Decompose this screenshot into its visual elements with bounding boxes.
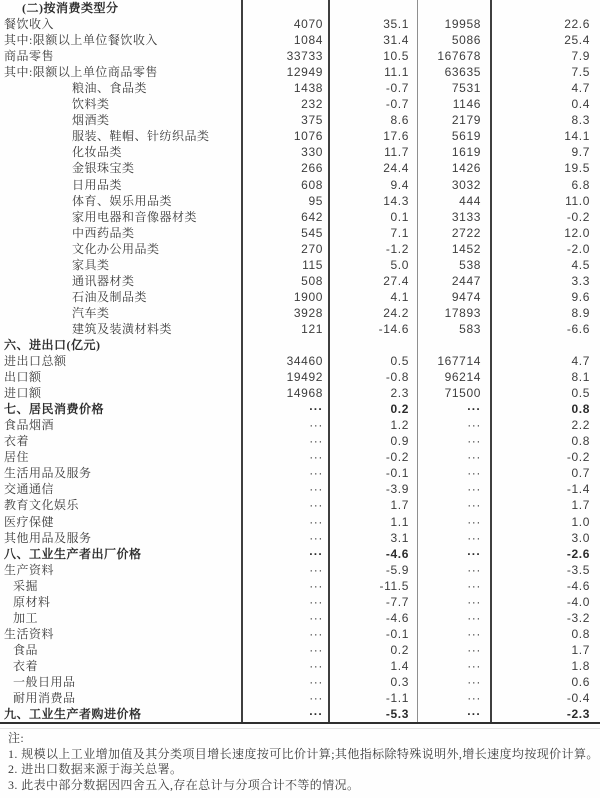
value-cell: 0.8 (571, 402, 590, 417)
row-label: 体育、娱乐用品类 (0, 193, 243, 209)
value-cell: 8.3 (571, 113, 590, 128)
value-cell: ··· (418, 449, 492, 465)
value-cell (243, 0, 330, 16)
row-label: 进口额 (0, 385, 243, 401)
row-label: 九、工业生产者购进价格 (0, 706, 243, 722)
table-row (0, 96, 600, 112)
value-cell: 545 (243, 225, 330, 241)
value-cell: ··· (418, 514, 492, 530)
value-cell: -0.2 (566, 450, 590, 465)
value-cell (330, 337, 418, 353)
table-row (0, 514, 600, 530)
value-cell: -0.1 (330, 465, 418, 481)
value-cell: -5.3 (330, 706, 418, 722)
value-cell: -2.3 (566, 707, 590, 722)
value-cell: ··· (418, 674, 492, 690)
value-cell: 508 (243, 273, 330, 289)
value-cell: -4.0 (566, 594, 590, 609)
value-cell: 0.6 (571, 674, 590, 689)
value-cell: 9474 (418, 289, 492, 305)
value-cell: 0.8 (571, 626, 590, 641)
value-cell: 7531 (418, 80, 492, 96)
row-label: 文化办公用品类 (0, 241, 243, 257)
value-cell: ··· (418, 690, 492, 706)
value-cell: -0.1 (330, 626, 418, 642)
value-cell: ··· (243, 546, 330, 562)
value-cell: ··· (243, 401, 330, 417)
row-label: 八、工业生产者出厂价格 (0, 546, 243, 562)
row-label: 生活资料 (0, 626, 243, 642)
row-label: 医疗保健 (0, 514, 243, 530)
table-row (0, 337, 600, 353)
table-row (0, 225, 600, 241)
value-cell: 232 (243, 96, 330, 112)
table-row (0, 144, 600, 160)
value-cell: 11.7 (330, 144, 418, 160)
value-cell: -1.4 (566, 482, 590, 497)
row-label: 七、居民消费价格 (0, 401, 243, 417)
value-cell: 608 (243, 177, 330, 193)
value-cell: 7.1 (330, 225, 418, 241)
value-cell: -3.9 (330, 481, 418, 497)
table-row (0, 481, 600, 497)
value-cell: 7.9 (571, 49, 590, 64)
row-label: 其中:限额以上单位商品零售 (0, 64, 243, 80)
table-row (0, 594, 600, 610)
value-cell: ··· (243, 690, 330, 706)
value-cell (418, 0, 492, 16)
value-cell: 8.1 (571, 370, 590, 385)
table-row (0, 64, 600, 80)
value-cell: -0.2 (566, 209, 590, 224)
value-cell: -11.5 (330, 578, 418, 594)
table-row (0, 530, 600, 546)
value-cell: 1452 (418, 241, 492, 257)
value-cell (243, 337, 330, 353)
row-label: 粮油、食品类 (0, 80, 243, 96)
value-cell: ··· (418, 530, 492, 546)
value-cell: 3.3 (571, 273, 590, 288)
value-cell: 3928 (243, 305, 330, 321)
value-cell: 14.3 (330, 193, 418, 209)
value-cell: -0.2 (330, 449, 418, 465)
row-label: 原材料 (0, 594, 243, 610)
value-cell: -4.6 (566, 578, 590, 593)
value-cell: 375 (243, 112, 330, 128)
value-cell: 121 (243, 321, 330, 337)
row-label: 六、进出口(亿元) (0, 337, 243, 353)
value-cell: 4.5 (571, 257, 590, 272)
value-cell: 1619 (418, 144, 492, 160)
row-label: 教育文化娱乐 (0, 497, 243, 513)
value-cell: 12.0 (564, 225, 590, 240)
table-row (0, 128, 600, 144)
value-cell: -3.5 (566, 562, 590, 577)
value-cell: 1.7 (330, 497, 418, 513)
table-row (0, 465, 600, 481)
row-label: 汽车类 (0, 305, 243, 321)
value-cell: ··· (243, 610, 330, 626)
value-cell: 0.5 (571, 386, 590, 401)
value-cell: 24.4 (330, 160, 418, 176)
value-cell: 1146 (418, 96, 492, 112)
value-cell: 538 (418, 257, 492, 273)
value-cell: 9.7 (571, 145, 590, 160)
table-row (0, 305, 600, 321)
value-cell: ··· (243, 706, 330, 722)
table-row (0, 369, 600, 385)
value-cell: 4.7 (571, 81, 590, 96)
row-label: 采掘 (0, 578, 243, 594)
value-cell: 9.6 (571, 289, 590, 304)
table-row (0, 177, 600, 193)
value-cell: ··· (418, 497, 492, 513)
value-cell: 24.2 (330, 305, 418, 321)
value-cell: 4.7 (571, 354, 590, 369)
value-cell: 1.7 (571, 642, 590, 657)
row-label: 衣着 (0, 658, 243, 674)
table-row (0, 385, 600, 401)
value-cell: -0.7 (330, 96, 418, 112)
value-cell: 19.5 (564, 161, 590, 176)
value-cell: -0.4 (566, 691, 590, 706)
row-label: 饮料类 (0, 96, 243, 112)
footnote-2: 2. 进出口数据来源于海关总署。 (8, 762, 183, 777)
value-cell: -1.2 (330, 241, 418, 257)
table-row (0, 690, 600, 706)
value-cell: ··· (418, 642, 492, 658)
value-cell: 4.1 (330, 289, 418, 305)
value-cell: 3032 (418, 177, 492, 193)
table-row (0, 449, 600, 465)
value-cell: ··· (243, 514, 330, 530)
value-cell: ··· (418, 658, 492, 674)
table-row (0, 497, 600, 513)
row-label: 进出口总额 (0, 353, 243, 369)
row-label: 商品零售 (0, 48, 243, 64)
value-cell: -7.7 (330, 594, 418, 610)
row-label: 服装、鞋帽、针纺织品类 (0, 128, 243, 144)
row-label: 居住 (0, 449, 243, 465)
value-cell: -2.0 (566, 241, 590, 256)
value-cell: 1.8 (571, 658, 590, 673)
value-cell (492, 337, 600, 353)
value-cell: 95 (243, 193, 330, 209)
value-cell: ··· (243, 626, 330, 642)
table-row (0, 32, 600, 48)
value-cell: 5.0 (330, 257, 418, 273)
value-cell: -3.2 (566, 610, 590, 625)
value-cell: 10.5 (330, 48, 418, 64)
value-cell: 1.1 (330, 514, 418, 530)
value-cell: 5619 (418, 128, 492, 144)
row-label: 家用电器和音像器材类 (0, 209, 243, 225)
value-cell: 167714 (418, 353, 492, 369)
value-cell: ··· (243, 433, 330, 449)
table-row (0, 433, 600, 449)
value-cell: 1438 (243, 80, 330, 96)
row-label: 衣着 (0, 433, 243, 449)
value-cell: ··· (418, 578, 492, 594)
value-cell: ··· (243, 578, 330, 594)
row-label: 日用品类 (0, 177, 243, 193)
row-label: 耐用消费品 (0, 690, 243, 706)
value-cell: ··· (418, 465, 492, 481)
value-cell: 115 (243, 257, 330, 273)
value-cell: 1.2 (330, 417, 418, 433)
value-cell: 12949 (243, 64, 330, 80)
value-cell: ··· (243, 481, 330, 497)
table-row (0, 642, 600, 658)
value-cell: 2722 (418, 225, 492, 241)
value-cell: 1.4 (330, 658, 418, 674)
value-cell: 0.2 (330, 642, 418, 658)
row-label: 食品 (0, 642, 243, 658)
value-cell: 167678 (418, 48, 492, 64)
value-cell: 14968 (243, 385, 330, 401)
row-label: 其中:限额以上单位餐饮收入 (0, 32, 243, 48)
value-cell: 0.5 (330, 353, 418, 369)
value-cell: 0.3 (330, 674, 418, 690)
value-cell (418, 337, 492, 353)
value-cell (492, 0, 600, 16)
value-cell: ··· (243, 417, 330, 433)
value-cell: ··· (243, 497, 330, 513)
value-cell: 6.8 (571, 177, 590, 192)
row-label: 生活用品及服务 (0, 465, 243, 481)
value-cell: ··· (418, 401, 492, 417)
value-cell: ··· (243, 674, 330, 690)
table-row (0, 273, 600, 289)
table-row (0, 16, 600, 32)
table-row (0, 48, 600, 64)
row-label: 一般日用品 (0, 674, 243, 690)
value-cell: 14.1 (564, 129, 590, 144)
value-cell: ··· (243, 562, 330, 578)
value-cell: 0.1 (330, 209, 418, 225)
value-cell: 9.4 (330, 177, 418, 193)
value-cell: -0.8 (330, 369, 418, 385)
value-cell: -4.6 (330, 546, 418, 562)
row-label: 交通通信 (0, 481, 243, 497)
value-cell: 266 (243, 160, 330, 176)
value-cell: 19492 (243, 369, 330, 385)
table-row (0, 610, 600, 626)
value-cell: 2.3 (330, 385, 418, 401)
row-label: 家具类 (0, 257, 243, 273)
table-row (0, 626, 600, 642)
value-cell: 2179 (418, 112, 492, 128)
value-cell: 3.0 (571, 530, 590, 545)
value-cell: 270 (243, 241, 330, 257)
value-cell: 330 (243, 144, 330, 160)
value-cell: 1900 (243, 289, 330, 305)
value-cell: -0.7 (330, 80, 418, 96)
table-row (0, 401, 600, 417)
row-label: 食品烟酒 (0, 417, 243, 433)
value-cell: 1426 (418, 160, 492, 176)
value-cell: ··· (243, 449, 330, 465)
table-row (0, 353, 600, 369)
table-row (0, 417, 600, 433)
value-cell: 1084 (243, 32, 330, 48)
table-row (0, 112, 600, 128)
table-row (0, 80, 600, 96)
value-cell: ··· (418, 433, 492, 449)
row-label: 中西药品类 (0, 225, 243, 241)
value-cell: ··· (243, 465, 330, 481)
value-cell: 4070 (243, 16, 330, 32)
row-label: 生产资料 (0, 562, 243, 578)
footnote-3: 3. 此表中部分数据因四舍五入,存在总计与分项合计不等的情况。 (8, 777, 360, 792)
value-cell: -14.6 (330, 321, 418, 337)
value-cell: 19958 (418, 16, 492, 32)
footnotes-title: 注: (8, 731, 25, 746)
value-cell: 0.2 (330, 401, 418, 417)
value-cell: ··· (418, 706, 492, 722)
value-cell: ··· (418, 481, 492, 497)
value-cell: 7.5 (571, 65, 590, 80)
row-label: 加工 (0, 610, 243, 626)
value-cell: 25.4 (564, 33, 590, 48)
value-cell: ··· (418, 626, 492, 642)
table-row (0, 674, 600, 690)
value-cell: 3.1 (330, 530, 418, 546)
value-cell: 17.6 (330, 128, 418, 144)
value-cell: 583 (418, 321, 492, 337)
table-row (0, 289, 600, 305)
value-cell: 17893 (418, 305, 492, 321)
value-cell: -5.9 (330, 562, 418, 578)
value-cell: -1.1 (330, 690, 418, 706)
value-cell: ··· (243, 658, 330, 674)
value-cell: 2447 (418, 273, 492, 289)
table-row (0, 546, 600, 562)
row-label: 烟酒类 (0, 112, 243, 128)
value-cell: 22.6 (564, 17, 590, 32)
row-label: 化妆品类 (0, 144, 243, 160)
value-cell: 27.4 (330, 273, 418, 289)
value-cell: 444 (418, 193, 492, 209)
value-cell (330, 0, 418, 16)
table-row (0, 160, 600, 176)
row-label: 建筑及装潢材料类 (0, 321, 243, 337)
row-label: 餐饮收入 (0, 16, 243, 32)
value-cell: 1076 (243, 128, 330, 144)
value-cell: ··· (243, 530, 330, 546)
value-cell: 0.8 (571, 434, 590, 449)
value-cell: ··· (418, 562, 492, 578)
value-cell: ··· (243, 594, 330, 610)
table-row (0, 658, 600, 674)
value-cell: 3133 (418, 209, 492, 225)
value-cell: 0.9 (330, 433, 418, 449)
value-cell: ··· (418, 546, 492, 562)
row-label: 其他用品及服务 (0, 530, 243, 546)
value-cell: 8.6 (330, 112, 418, 128)
value-cell: ··· (418, 610, 492, 626)
table-row (0, 257, 600, 273)
row-label: 出口额 (0, 369, 243, 385)
row-label: 通讯器材类 (0, 273, 243, 289)
value-cell: 0.7 (571, 466, 590, 481)
table-row (0, 578, 600, 594)
table-row (0, 209, 600, 225)
value-cell: -2.6 (566, 546, 590, 561)
value-cell: 63635 (418, 64, 492, 80)
value-cell: 31.4 (330, 32, 418, 48)
value-cell: 1.7 (571, 498, 590, 513)
value-cell: 8.9 (571, 305, 590, 320)
table-row (0, 0, 600, 16)
value-cell: 5086 (418, 32, 492, 48)
value-cell: -4.6 (330, 610, 418, 626)
table-row (0, 193, 600, 209)
value-cell: 0.4 (571, 97, 590, 112)
table-row (0, 321, 600, 337)
value-cell: 71500 (418, 385, 492, 401)
value-cell: 33733 (243, 48, 330, 64)
value-cell: 642 (243, 209, 330, 225)
value-cell: -6.6 (566, 321, 590, 336)
value-cell: ··· (243, 642, 330, 658)
table-row (0, 241, 600, 257)
row-label: 石油及制品类 (0, 289, 243, 305)
value-cell: 2.2 (571, 418, 590, 433)
footnote-1: 1. 规模以上工业增加值及其分类项目增长速度按可比价计算;其他指标除特殊说明外,增长速度均按现价计算。 (8, 746, 599, 761)
value-cell: 11.1 (330, 64, 418, 80)
row-label: (二)按消费类型分 (0, 0, 243, 16)
value-cell: 35.1 (330, 16, 418, 32)
footnotes (0, 729, 600, 793)
row-label: 金银珠宝类 (0, 160, 243, 176)
table-row (0, 706, 600, 722)
table-row (0, 562, 600, 578)
value-cell: 11.0 (565, 193, 590, 208)
value-cell: ··· (418, 594, 492, 610)
value-cell: 1.0 (571, 514, 590, 529)
value-cell: 96214 (418, 369, 492, 385)
value-cell: 34460 (243, 353, 330, 369)
value-cell: ··· (418, 417, 492, 433)
